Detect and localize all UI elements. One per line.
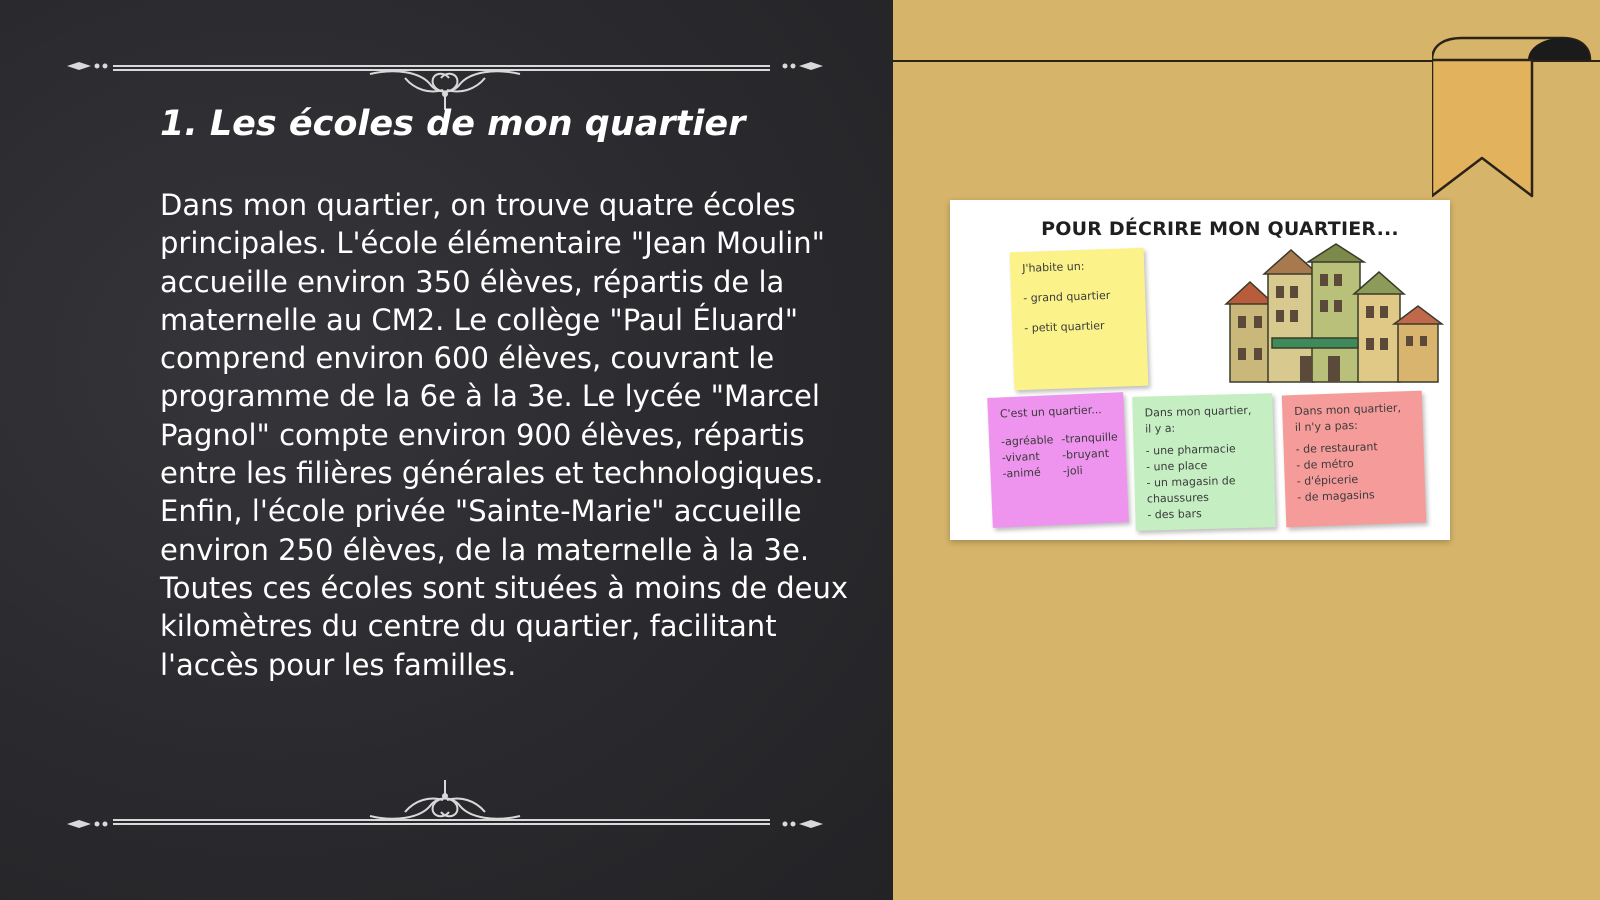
note-line: - d'épicerie bbox=[1296, 472, 1359, 489]
note-line: - grand quartier bbox=[1023, 288, 1111, 305]
slide-body-text: Dans mon quartier, on trouve quatre écoles principales. L'école élémentaire "Jean Moulin" accueille environ 350 élèves, répartis de la maternelle au CM2. Le collège "Paul Éluard" comprend environ 600 élèves, couvrant le programme de la 6e à la 3e. Le lycée "Marcel Pagnol" compte environ 900 élèves, répartis entre les filières générales et technologiques. Enfin, l'école privée "Sainte-Marie" accueille environ 250 élèves, de la maternelle à la 3e. Toutes ces écoles sont situées à moins de deux kilomètres du centre du quartier, facilitant l'accès pour les familles. bbox=[160, 188, 849, 682]
note-line: il n'y a pas: bbox=[1294, 418, 1359, 435]
note-line: -tranquille bbox=[1061, 430, 1119, 446]
note-line: J'habite un: bbox=[1021, 259, 1085, 275]
sticky-note-pink bbox=[987, 392, 1129, 528]
quartier-illustration bbox=[950, 200, 1450, 540]
note-line: -agréable bbox=[1000, 433, 1054, 449]
note-line: - de magasins bbox=[1297, 488, 1375, 504]
note-line: il y a: bbox=[1144, 421, 1176, 436]
note-line: -animé bbox=[1002, 465, 1042, 481]
illustration-title: POUR DÉCRIRE MON QUARTIER... bbox=[1041, 218, 1399, 240]
note-line: - de restaurant bbox=[1295, 440, 1378, 457]
note-line: - petit quartier bbox=[1024, 319, 1105, 335]
bookmark-ribbon-icon bbox=[1432, 34, 1600, 204]
sticky-note-red bbox=[1282, 391, 1427, 528]
note-line: - une pharmacie bbox=[1145, 442, 1236, 458]
note-heading: C'est un quartier... bbox=[999, 403, 1102, 421]
note-line: - de métro bbox=[1295, 457, 1354, 473]
houses-illustration-icon bbox=[1212, 242, 1444, 387]
note-line: chaussures bbox=[1146, 490, 1210, 506]
note-line: Dans mon quartier, bbox=[1294, 401, 1402, 419]
ornament-bottom-icon bbox=[65, 770, 825, 840]
sticky-note-green bbox=[1132, 393, 1275, 531]
note-line: - un magasin de bbox=[1146, 474, 1236, 490]
slide-title: 1. Les écoles de mon quartier bbox=[160, 104, 746, 144]
note-line: Dans mon quartier, bbox=[1144, 403, 1252, 420]
note-line: -joli bbox=[1062, 463, 1083, 478]
note-line: -bruyant bbox=[1061, 446, 1110, 462]
note-line: -vivant bbox=[1001, 449, 1040, 465]
sticky-note-yellow bbox=[1010, 248, 1149, 391]
note-line: - des bars bbox=[1147, 507, 1202, 522]
note-line: - une place bbox=[1145, 458, 1208, 474]
